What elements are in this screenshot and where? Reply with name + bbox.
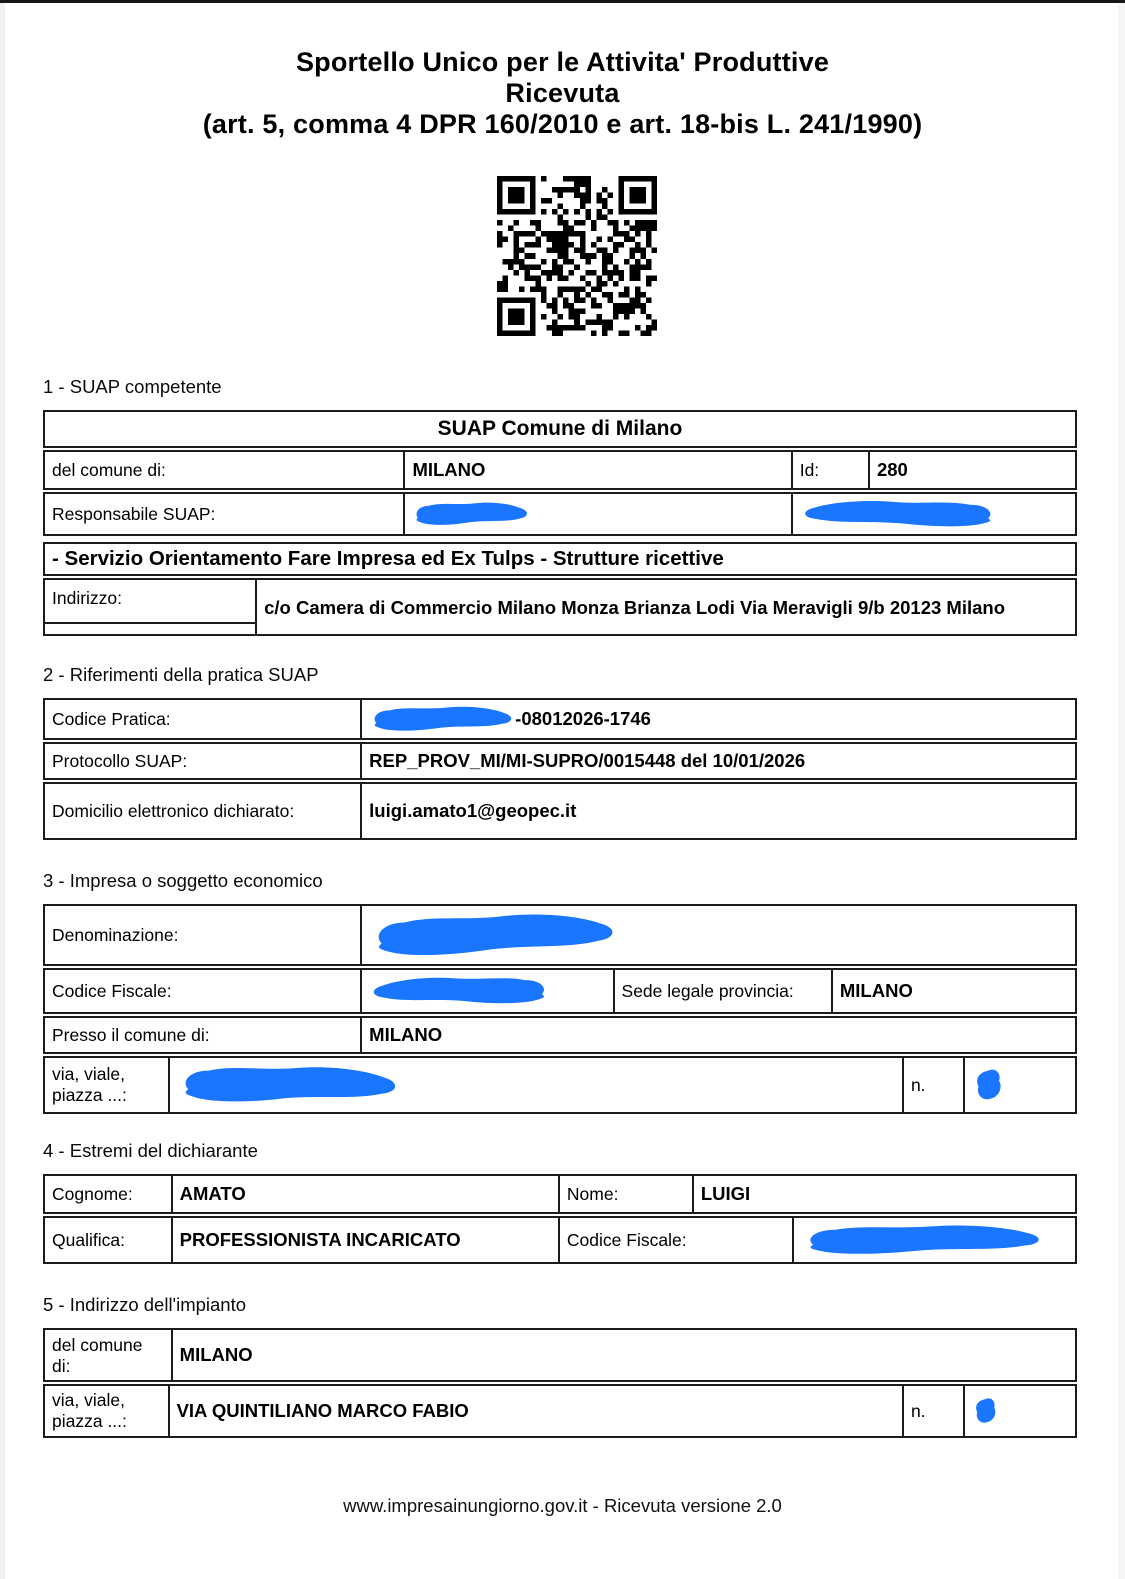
field-label: via, viale, piazza ...: <box>52 1390 127 1431</box>
table-row <box>43 410 1077 448</box>
field-value: luigi.amato1@geopec.it <box>360 784 1075 838</box>
field-label: via, viale, piazza ...: <box>52 1064 127 1105</box>
section-heading: 4 - Estremi del dichiarante <box>43 1140 258 1161</box>
field-value: REP_PROV_MI/MI-SUPRO/0015448 del 10/01/2026 <box>360 744 1075 778</box>
dichiarante-table <box>43 1174 1077 1264</box>
redaction-scribble-icon <box>369 703 515 735</box>
field-value: c/o Camera di Commercio Milano Monza Brianza Lodi Via Meravigli 9/b 20123 Milano <box>255 580 1075 634</box>
table-row <box>43 742 1077 780</box>
field-label: Domicilio elettronico dichiarato: <box>52 800 295 821</box>
section-indirizzo-impianto <box>43 1294 1077 1438</box>
redaction-scribble-icon <box>801 1221 1045 1259</box>
section-dichiarante <box>43 1140 1077 1264</box>
redacted-value <box>791 494 1075 534</box>
impresa-table <box>43 904 1077 1114</box>
section-heading: 1 - SUAP competente <box>43 376 222 397</box>
field-label: Denominazione: <box>52 924 179 945</box>
redacted-value <box>403 494 790 534</box>
table-row <box>43 450 1077 490</box>
field-value: VIA QUINTILIANO MARCO FABIO <box>168 1386 902 1436</box>
pratica-table <box>43 698 1077 840</box>
impianto-table <box>43 1328 1077 1438</box>
table-row <box>43 578 1077 636</box>
title-line-3: (art. 5, comma 4 DPR 160/2010 e art. 18-bis L. 241/1990) <box>202 109 923 139</box>
redaction-scribble-icon <box>412 499 530 529</box>
field-value: -08012026-1746 <box>515 708 651 729</box>
field-label: Protocollo SUAP: <box>52 750 188 771</box>
suap-table <box>43 410 1077 636</box>
field-label: Codice Fiscale: <box>52 980 172 1001</box>
redaction-scribble-icon <box>369 907 620 963</box>
title-line-1: Sportello Unico per le Attivita' Produttive <box>295 47 830 77</box>
redacted-value <box>168 1058 902 1112</box>
field-label: del comune di: <box>52 1335 143 1376</box>
servizio-row: - Servizio Orientamento Fare Impresa ed Ex Tulps - Strutture ricettive <box>52 547 724 570</box>
field-label: Responsabile SUAP: <box>52 503 216 524</box>
field-label: del comune di: <box>52 459 166 480</box>
scan-edge <box>1118 3 1125 1579</box>
field-label: Indirizzo: <box>45 580 255 634</box>
table-row <box>43 904 1077 966</box>
section-suap-competente <box>43 376 1077 636</box>
field-label: Nome: <box>558 1176 692 1212</box>
document-footer: www.impresainungiorno.gov.it - Ricevuta versione 2.0 <box>343 1495 782 1516</box>
qr-code-icon <box>497 176 657 336</box>
field-label: Codice Fiscale: <box>558 1218 792 1262</box>
field-label: Qualifica: <box>52 1229 125 1250</box>
redaction-scribble-icon <box>176 1059 401 1111</box>
field-value-partially-redacted <box>360 700 1075 738</box>
section-riferimenti-pratica <box>43 664 1077 840</box>
table-row <box>43 1016 1077 1054</box>
field-value: MILANO <box>171 1330 1075 1380</box>
table-row <box>43 698 1077 740</box>
redacted-value <box>792 1218 1075 1262</box>
field-label: n. <box>902 1386 963 1436</box>
section-impresa <box>43 870 1077 1114</box>
table-row <box>43 1056 1077 1114</box>
table-row <box>43 782 1077 840</box>
table-row <box>43 968 1077 1014</box>
section-heading: 2 - Riferimenti della pratica SUAP <box>43 664 319 685</box>
redacted-value <box>963 1058 1075 1112</box>
table-row <box>43 1384 1077 1438</box>
field-label: Sede legale provincia: <box>613 970 831 1012</box>
redaction-blob-icon <box>972 1394 998 1428</box>
table-header: SUAP Comune di Milano <box>437 417 683 440</box>
redaction-scribble-icon <box>369 971 552 1010</box>
redaction-blob-icon <box>972 1066 1004 1104</box>
field-value: MILANO <box>831 970 1075 1012</box>
field-label: Codice Pratica: <box>52 708 171 729</box>
field-label: Presso il comune di: <box>52 1024 210 1045</box>
redacted-value <box>360 906 1075 964</box>
field-value: MILANO <box>403 452 790 488</box>
table-row <box>43 542 1077 576</box>
scan-edge <box>0 3 5 1579</box>
field-label: Id: <box>791 452 868 488</box>
field-label: Cognome: <box>52 1183 133 1204</box>
table-row <box>43 1216 1077 1264</box>
field-value: 280 <box>868 452 1075 488</box>
section-heading: 3 - Impresa o soggetto economico <box>43 870 323 891</box>
field-value: LUIGI <box>692 1176 1075 1212</box>
section-heading: 5 - Indirizzo dell'impianto <box>43 1294 247 1315</box>
table-row <box>43 1174 1077 1214</box>
title-line-2: Ricevuta <box>505 78 620 108</box>
document-title <box>0 3 1125 140</box>
redaction-scribble-icon <box>800 497 998 531</box>
field-value: AMATO <box>171 1176 558 1212</box>
table-row <box>43 1328 1077 1382</box>
field-label: n. <box>902 1058 963 1112</box>
table-row <box>43 492 1077 536</box>
redacted-value <box>360 970 612 1012</box>
field-value: PROFESSIONISTA INCARICATO <box>171 1218 558 1262</box>
redacted-value <box>963 1386 1075 1436</box>
field-value: MILANO <box>360 1018 1075 1052</box>
